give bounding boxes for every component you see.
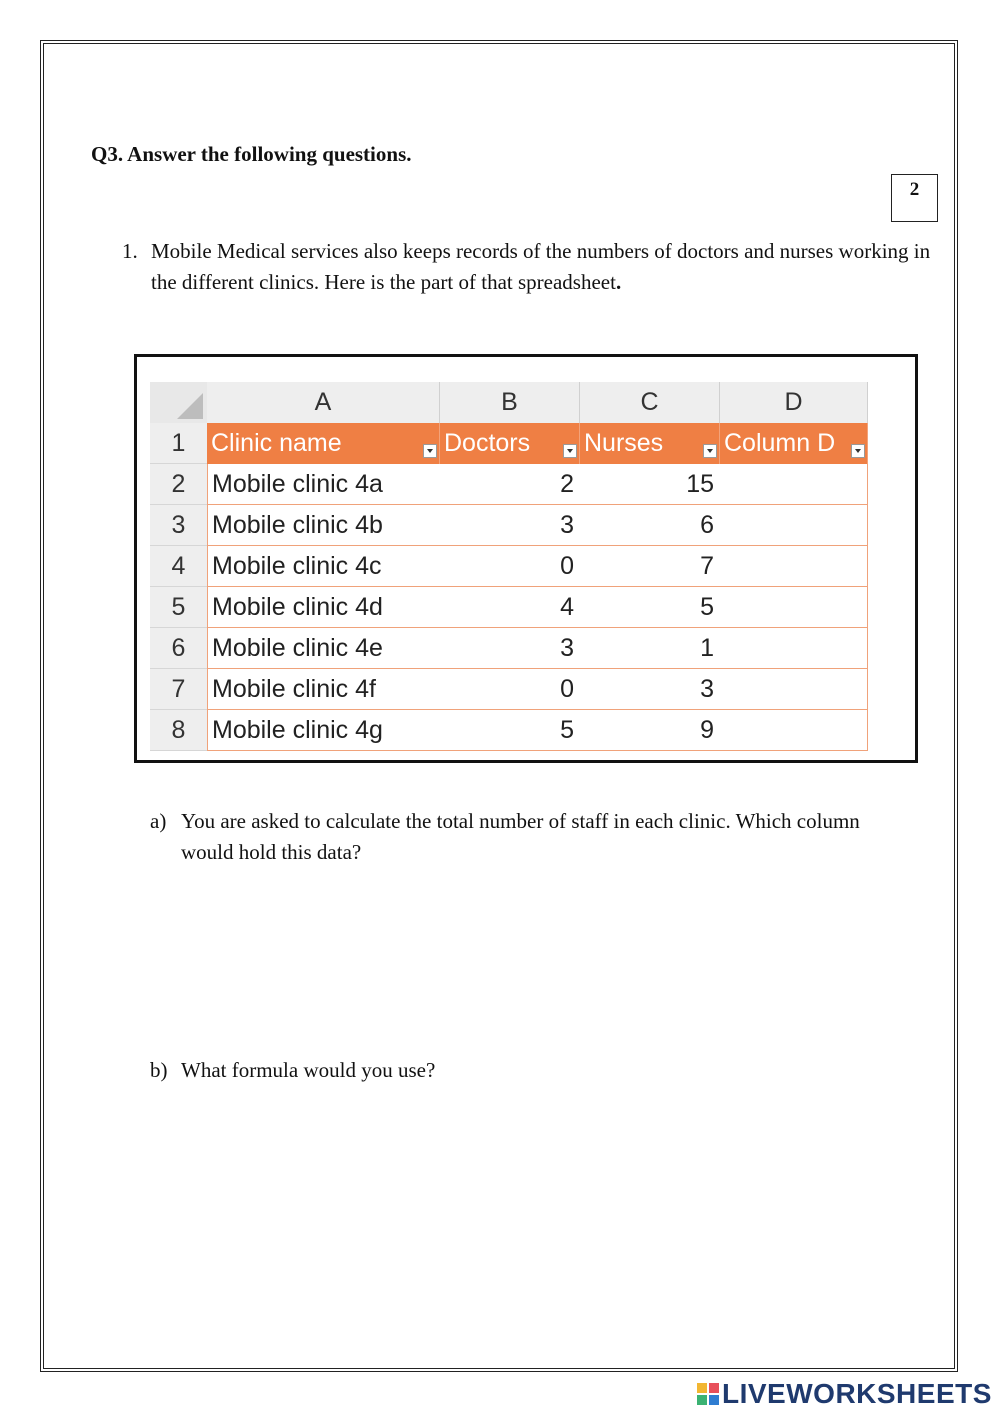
doctors-cell[interactable]: 0 [440,546,580,587]
doctors-cell[interactable]: 3 [440,505,580,546]
spreadsheet-image [134,354,918,763]
column-header-row [150,382,868,423]
row-number[interactable]: 5 [150,587,207,628]
filter-dropdown-icon[interactable] [563,444,577,458]
table-row [150,669,868,710]
clinic-name-cell[interactable]: Mobile clinic 4a [207,464,440,505]
liveworksheets-logo [697,1378,992,1410]
table-header-cell: Nurses [580,423,720,464]
table-row [150,710,868,751]
select-all-corner[interactable] [150,382,207,423]
doctors-cell[interactable]: 2 [440,464,580,505]
row-number[interactable]: 4 [150,546,207,587]
table-row [150,628,868,669]
column-d-cell[interactable] [720,669,868,710]
clinic-name-cell[interactable]: Mobile clinic 4f [207,669,440,710]
column-d-cell[interactable] [720,710,868,751]
table-row [150,546,868,587]
row-number[interactable]: 8 [150,710,207,751]
column-d-cell[interactable] [720,628,868,669]
column-d-cell[interactable] [720,464,868,505]
item-number: 1. [122,239,138,263]
filter-dropdown-icon[interactable] [423,444,437,458]
question-title: Q3. Answer the following questions. [91,142,412,166]
sub-a-text: You are asked to calculate the total number of staff in each clinic. Which column would hold this data? [181,809,860,864]
sub-b-text: What formula would you use? [181,1058,436,1082]
clinic-name-cell[interactable]: Mobile clinic 4e [207,628,440,669]
row-number[interactable]: 7 [150,669,207,710]
column-d-cell[interactable] [720,587,868,628]
row-number[interactable]: 6 [150,628,207,669]
filter-dropdown-icon[interactable] [703,444,717,458]
row-number[interactable]: 1 [150,423,207,464]
sub-b-label: b) [150,1058,168,1082]
table-header-cell: Column D [720,423,868,464]
select-all-triangle-icon [177,393,203,419]
table-row [150,464,868,505]
row-number[interactable]: 3 [150,505,207,546]
table-header-cell: Clinic name [207,423,440,464]
column-d-cell[interactable] [720,546,868,587]
column-header-b[interactable]: B [440,382,580,423]
clinic-name-cell[interactable]: Mobile clinic 4c [207,546,440,587]
doctors-cell[interactable]: 3 [440,628,580,669]
column-header-c[interactable]: C [580,382,720,423]
doctors-cell[interactable]: 5 [440,710,580,751]
doctors-cell[interactable]: 4 [440,587,580,628]
column-header-a[interactable]: A [207,382,440,423]
clinic-name-cell[interactable]: Mobile clinic 4d [207,587,440,628]
sub-a-label: a) [150,809,167,833]
clinic-name-cell[interactable]: Mobile clinic 4g [207,710,440,751]
nurses-cell[interactable]: 5 [580,587,720,628]
nurses-cell[interactable]: 15 [580,464,720,505]
column-d-cell[interactable] [720,505,868,546]
item-text: Mobile Medical services also keeps records of the numbers of doctors and nurses working in the different clinics. Here is the part of that spreadsheet. [151,239,931,294]
nurses-cell[interactable]: 6 [580,505,720,546]
header-row [150,423,868,464]
nurses-cell[interactable]: 7 [580,546,720,587]
clinic-name-cell[interactable]: Mobile clinic 4b [207,505,440,546]
table-header-cell: Doctors [440,423,580,464]
marks-box: 2 [891,174,938,222]
logo-icon [697,1383,719,1405]
nurses-cell[interactable]: 3 [580,669,720,710]
row-number[interactable]: 2 [150,464,207,505]
nurses-cell[interactable]: 9 [580,710,720,751]
filter-dropdown-icon[interactable] [851,444,865,458]
column-header-d[interactable]: D [720,382,868,423]
doctors-cell[interactable]: 0 [440,669,580,710]
table-row [150,505,868,546]
logo-text: LIVEWORKSHEETS [722,1378,992,1409]
nurses-cell[interactable]: 1 [580,628,720,669]
table-row [150,587,868,628]
